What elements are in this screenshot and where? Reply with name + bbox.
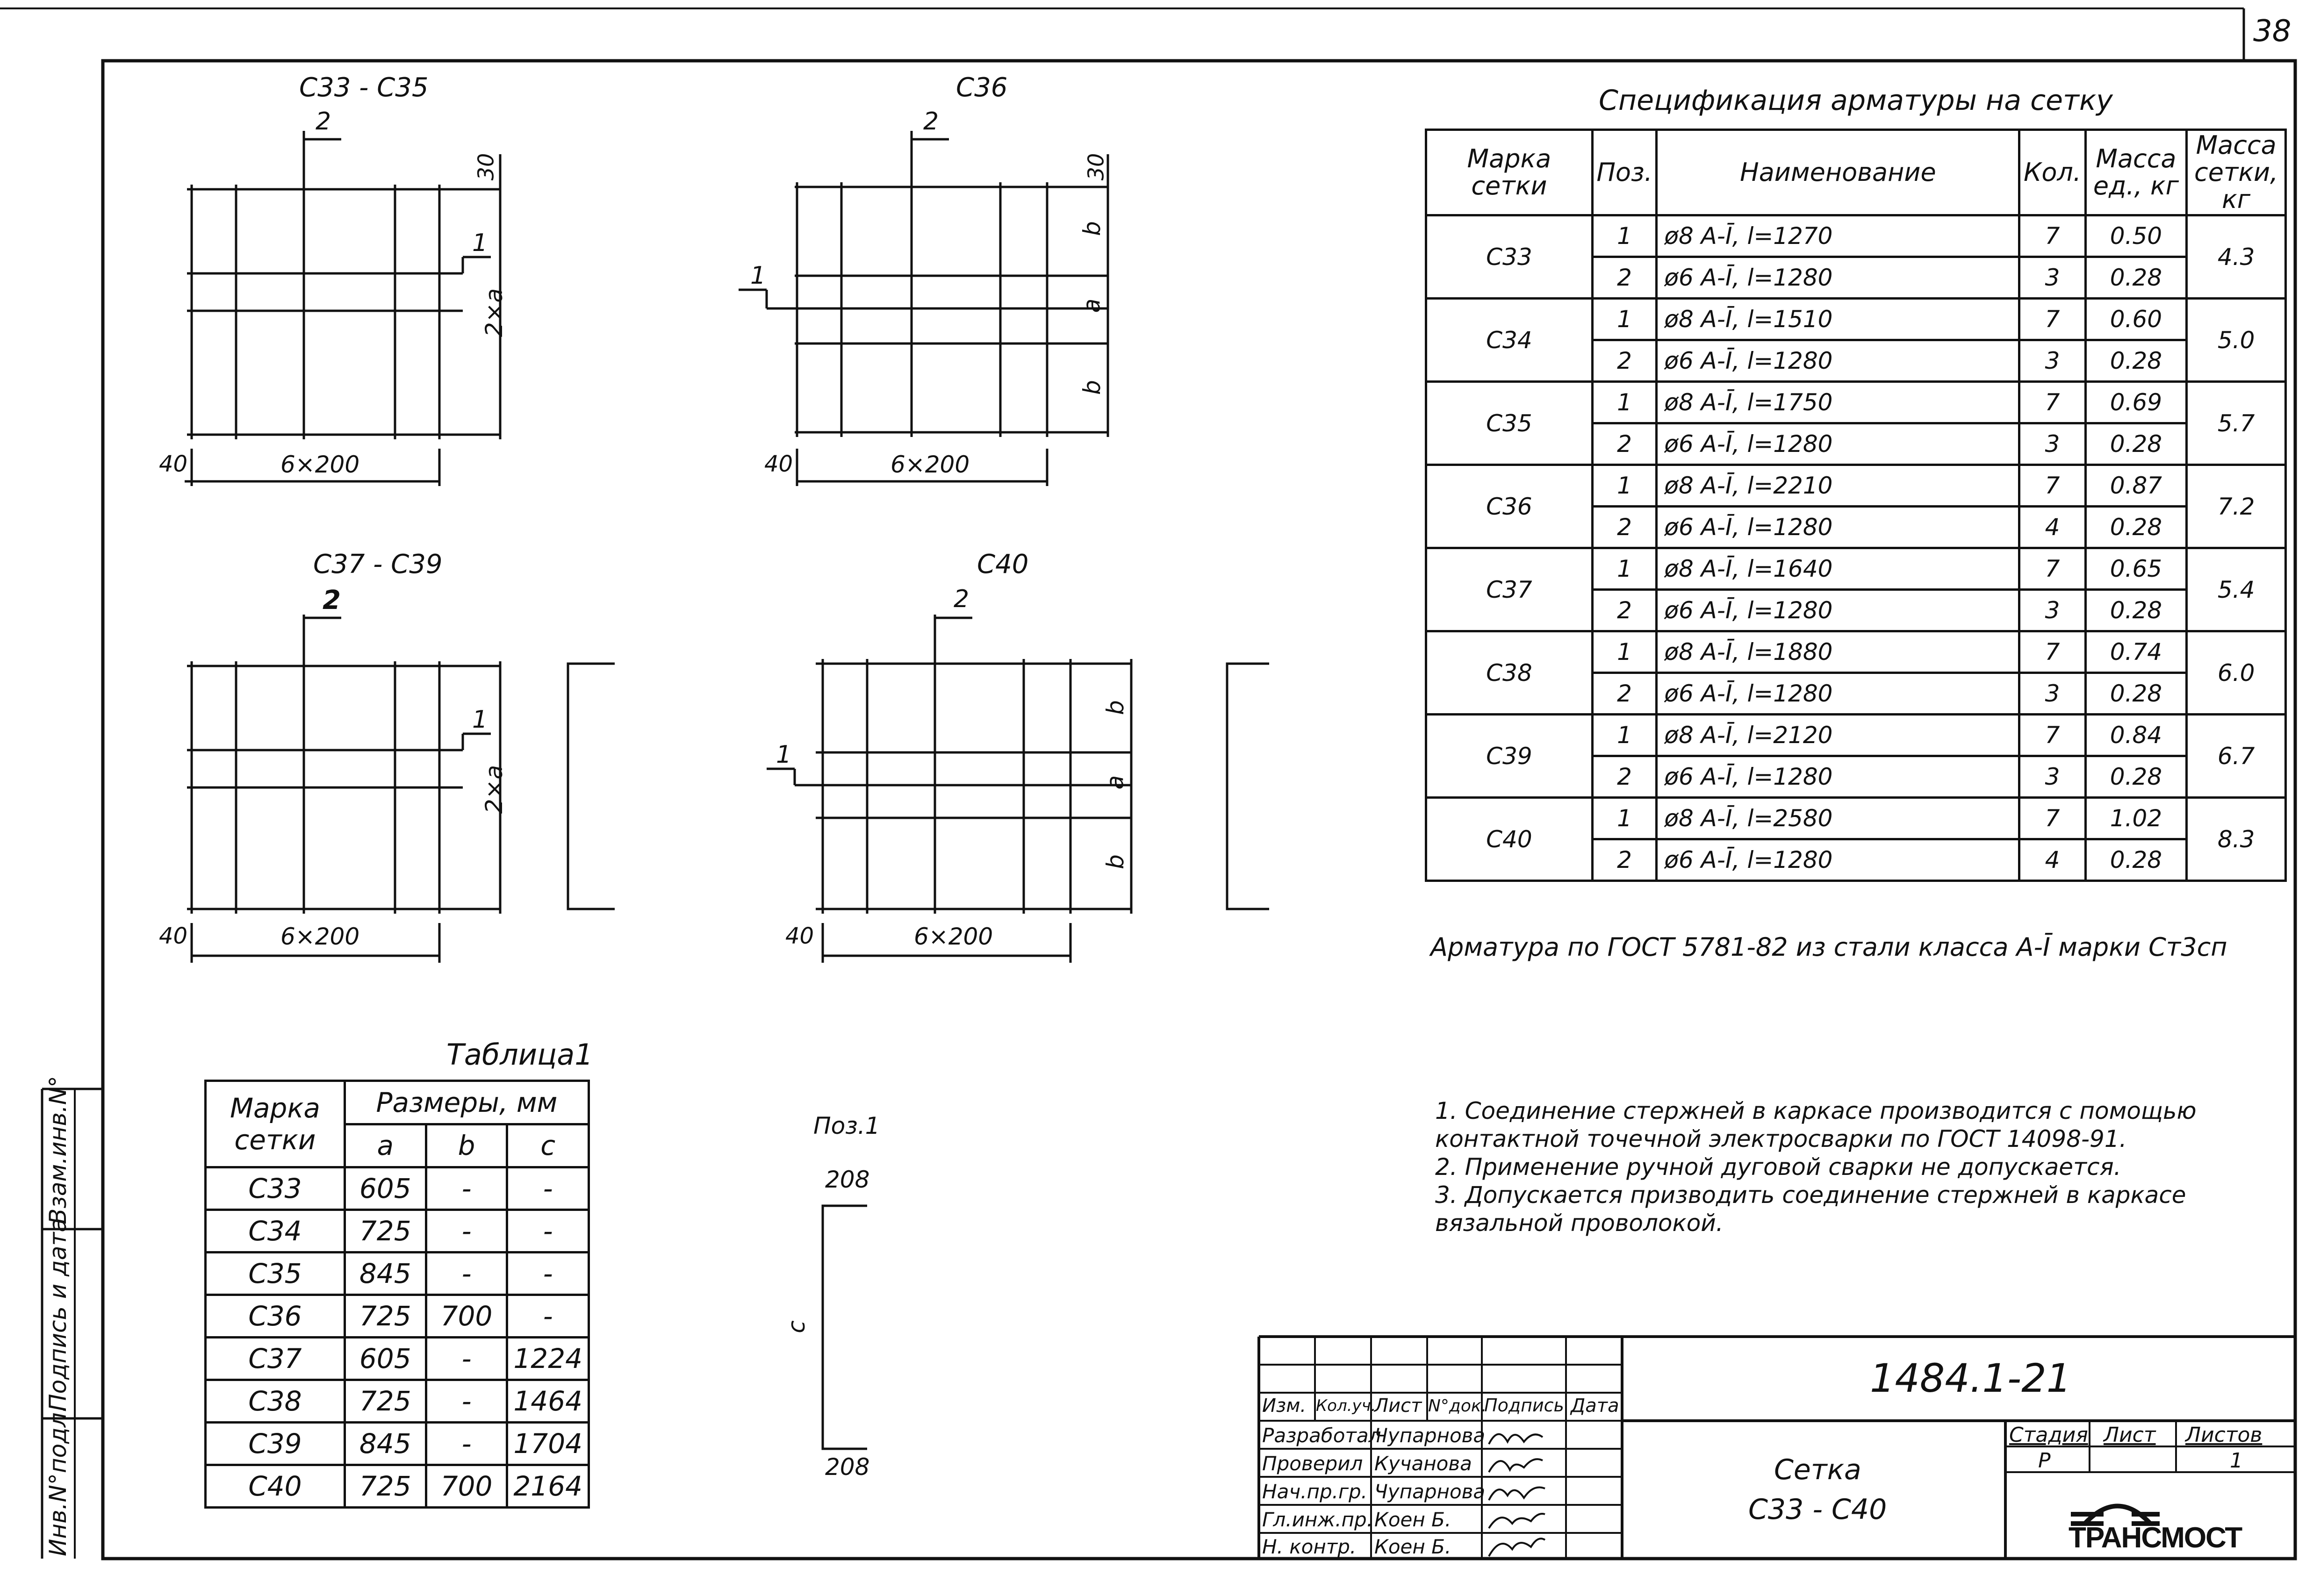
- table1-size-cell: 700: [426, 1465, 507, 1508]
- table1-mark-cell: С35: [206, 1252, 345, 1295]
- c40-dim-bottom: 6×200: [914, 923, 993, 950]
- spec-unit-mass-cell: 0.28: [2085, 756, 2187, 798]
- table1-size-cell: 725: [345, 1210, 426, 1252]
- spec-qty-cell: 4: [2019, 507, 2085, 548]
- spec-name-cell: ø8 A-Ī, l=2120: [1657, 715, 2019, 756]
- c40-title: С40: [977, 549, 1029, 580]
- spec-unit-mass-cell: 0.28: [2085, 340, 2187, 382]
- table1-size-cell: -: [426, 1252, 507, 1295]
- pos1-title: Поз.1: [813, 1112, 880, 1139]
- tb-role-3: Нач.пр.гр.: [1262, 1480, 1368, 1503]
- spec-name-cell: ø6 A-Ī, l=1280: [1657, 839, 2019, 881]
- tb-sheets-label: Листов: [2185, 1423, 2263, 1447]
- spec-unit-mass-cell: 0.28: [2085, 590, 2187, 631]
- spec-qty-cell: 7: [2019, 465, 2085, 507]
- table1-col-b: b: [426, 1124, 507, 1167]
- pos1-dim-side: c: [783, 1320, 810, 1333]
- table1-mark-cell: С39: [206, 1423, 345, 1465]
- table1-col-c: c: [507, 1124, 589, 1167]
- table1-size-cell: 2164: [507, 1465, 589, 1508]
- c40-pos1: 1: [776, 741, 792, 769]
- spec-unit-mass-cell: 0.50: [2085, 215, 2187, 257]
- tb-role-1: Разработал: [1262, 1424, 1381, 1447]
- c33-c35-dim-bottom: 6×200: [280, 451, 360, 478]
- spec-pos-cell: 2: [1592, 590, 1657, 631]
- note-line-1: 1. Соединение стержней в каркасе производится с помощью: [1435, 1097, 2197, 1124]
- spec-header-qty: Кол.: [2019, 130, 2085, 215]
- spec-unit-mass-cell: 0.28: [2085, 839, 2187, 881]
- spec-note: Арматура по ГОСТ 5781-82 из стали класса A-Ī марки Ст3сп: [1430, 932, 2227, 962]
- tb-name-4: Коен Б.: [1374, 1508, 1451, 1531]
- side-stamp-inv-podl: Инв.N°подл.: [44, 1405, 72, 1556]
- spec-mark-cell: С33: [1426, 215, 1593, 299]
- table1-mark-cell: С37: [206, 1338, 345, 1380]
- table1-size-cell: 1704: [507, 1423, 589, 1465]
- table1-mark-cell: С40: [206, 1465, 345, 1508]
- spec-name-cell: ø8 A-Ī, l=2210: [1657, 465, 2019, 507]
- c36-dim-b2: b: [1078, 380, 1106, 395]
- spec-unit-mass-cell: 0.28: [2085, 673, 2187, 715]
- tb-role-5: Н. контр.: [1262, 1535, 1357, 1558]
- table1-mark-cell: С38: [206, 1380, 345, 1423]
- spec-mark-cell: С38: [1426, 631, 1593, 715]
- c36-dim-b1: b: [1078, 221, 1106, 236]
- table1-header-mark: Марка сетки: [206, 1081, 345, 1167]
- tb-stage-value: Р: [2038, 1449, 2051, 1473]
- c33-c35-dim-side: 2×a: [481, 288, 508, 337]
- c37-c39-pos2: 2: [323, 585, 341, 615]
- spec-title: Спецификация арматуры на сетку: [1599, 84, 2113, 117]
- table1-size-cell: 1224: [507, 1338, 589, 1380]
- tb-role-4: Гл.инж.пр.: [1262, 1508, 1373, 1531]
- spec-mark-cell: С35: [1426, 382, 1593, 465]
- spec-qty-cell: 7: [2019, 548, 2085, 590]
- spec-pos-cell: 2: [1592, 507, 1657, 548]
- spec-pos-cell: 1: [1592, 798, 1657, 839]
- c40-dim-b2: b: [1101, 854, 1129, 869]
- spec-unit-mass-cell: 0.87: [2085, 465, 2187, 507]
- tb-name-5: Коен Б.: [1374, 1535, 1451, 1558]
- table1-size-cell: 725: [345, 1295, 426, 1338]
- spec-name-cell: ø6 A-Ī, l=1280: [1657, 590, 2019, 631]
- table1-size-cell: 605: [345, 1338, 426, 1380]
- c33-c35-title: С33 - С35: [299, 72, 429, 103]
- tb-doc-name-line2: С33 - С40: [1748, 1493, 1887, 1526]
- spec-unit-mass-cell: 0.28: [2085, 507, 2187, 548]
- c36-pos2: 2: [923, 107, 939, 136]
- table1-title: Таблица1: [446, 1038, 593, 1072]
- spec-unit-mass-cell: 0.69: [2085, 382, 2187, 423]
- page-number: 38: [2253, 14, 2291, 49]
- table1-mark-cell: С34: [206, 1210, 345, 1252]
- spec-header-mark: Марка сетки: [1426, 130, 1593, 215]
- spec-qty-cell: 7: [2019, 715, 2085, 756]
- spec-total-mass-cell: 4.3: [2187, 215, 2286, 299]
- table1-size-cell: -: [426, 1423, 507, 1465]
- c40-dim-b1: b: [1101, 700, 1129, 715]
- spec-total-mass-cell: 6.7: [2187, 715, 2286, 798]
- spec-pos-cell: 2: [1592, 257, 1657, 299]
- spec-qty-cell: 7: [2019, 215, 2085, 257]
- spec-pos-cell: 2: [1592, 423, 1657, 465]
- spec-total-mass-cell: 5.4: [2187, 548, 2286, 631]
- spec-name-cell: ø8 A-Ī, l=1880: [1657, 631, 2019, 673]
- spec-mark-cell: С37: [1426, 548, 1593, 631]
- c36-dim-bottom: 6×200: [891, 451, 970, 478]
- spec-name-cell: ø6 A-Ī, l=1280: [1657, 423, 2019, 465]
- pos1-dim-top: 208: [825, 1166, 870, 1193]
- note-line-4: 3. Допускается призводить соединение стержней в каркасе: [1435, 1181, 2186, 1209]
- spec-qty-cell: 3: [2019, 340, 2085, 382]
- tb-sheet-label: Лист: [2104, 1423, 2156, 1447]
- spec-header-total-mass: Масса сетки, кг: [2187, 130, 2286, 215]
- spec-unit-mass-cell: 0.60: [2085, 299, 2187, 340]
- table1-mark-cell: С36: [206, 1295, 345, 1338]
- tb-name-2: Кучанова: [1374, 1452, 1472, 1475]
- pos1-dim-bottom: 208: [825, 1453, 870, 1481]
- table1-size-cell: -: [507, 1167, 589, 1210]
- c36-pos1: 1: [750, 262, 766, 290]
- tb-sheets-value: 1: [2230, 1449, 2243, 1473]
- c36-dim-top: 30: [1083, 153, 1109, 181]
- table1-size-cell: 725: [345, 1465, 426, 1508]
- company-name: ТРАНСМОСТ: [2069, 1522, 2242, 1554]
- table1-size-cell: -: [507, 1252, 589, 1295]
- spec-qty-cell: 3: [2019, 756, 2085, 798]
- spec-unit-mass-cell: 0.28: [2085, 257, 2187, 299]
- c40-dim-left: 40: [785, 923, 814, 949]
- tb-name-1: Чупарнова: [1374, 1424, 1486, 1447]
- table1-size-cell: 605: [345, 1167, 426, 1210]
- c36-dim-a: a: [1078, 298, 1106, 313]
- spec-qty-cell: 7: [2019, 382, 2085, 423]
- c40-dim-a: a: [1101, 775, 1129, 790]
- spec-qty-cell: 3: [2019, 590, 2085, 631]
- spec-header-name: Наименование: [1657, 130, 2019, 215]
- spec-pos-cell: 2: [1592, 839, 1657, 881]
- table1-header-sizes: Размеры, мм: [345, 1081, 589, 1124]
- tb-doc-name-line1: Сетка: [1774, 1453, 1861, 1486]
- spec-name-cell: ø8 A-Ī, l=1750: [1657, 382, 2019, 423]
- tb-header-list: Лист: [1374, 1395, 1422, 1417]
- spec-name-cell: ø8 A-Ī, l=2580: [1657, 798, 2019, 839]
- tb-header-data: Дата: [1571, 1395, 1619, 1417]
- table1-size-cell: -: [426, 1380, 507, 1423]
- spec-pos-cell: 2: [1592, 756, 1657, 798]
- spec-pos-cell: 1: [1592, 465, 1657, 507]
- c33-c35-dim-top: 30: [473, 153, 499, 181]
- spec-header-pos: Поз.: [1592, 130, 1657, 215]
- spec-header-unit-mass: Масса ед., кг: [2085, 130, 2187, 215]
- spec-qty-cell: 4: [2019, 839, 2085, 881]
- table1-col-a: a: [345, 1124, 426, 1167]
- spec-name-cell: ø8 A-Ī, l=1270: [1657, 215, 2019, 257]
- spec-name-cell: ø6 A-Ī, l=1280: [1657, 507, 2019, 548]
- c36-title: С36: [956, 72, 1008, 103]
- note-line-5: вязальной проволокой.: [1435, 1210, 1724, 1237]
- spec-unit-mass-cell: 0.65: [2085, 548, 2187, 590]
- note-line-2: контактной точечной электросварки по ГОСТ 14098-91.: [1435, 1125, 2127, 1152]
- table1-size-cell: -: [426, 1210, 507, 1252]
- tb-role-2: Проверил: [1262, 1452, 1363, 1475]
- spec-name-cell: ø6 A-Ī, l=1280: [1657, 673, 2019, 715]
- table1-size-cell: 1464: [507, 1380, 589, 1423]
- tb-header-ndoc: N°док.: [1428, 1396, 1487, 1416]
- table1-size-cell: 700: [426, 1295, 507, 1338]
- spec-qty-cell: 3: [2019, 673, 2085, 715]
- table1-size-cell: -: [426, 1338, 507, 1380]
- spec-qty-cell: 7: [2019, 631, 2085, 673]
- spec-pos-cell: 1: [1592, 548, 1657, 590]
- c33-c35-pos2: 2: [316, 107, 331, 136]
- table1-size-cell: 845: [345, 1252, 426, 1295]
- spec-name-cell: ø6 A-Ī, l=1280: [1657, 756, 2019, 798]
- note-line-3: 2. Применение ручной дуговой сварки не допускается.: [1435, 1153, 2121, 1181]
- side-stamp-podpis-data: Подпись и дата: [44, 1217, 72, 1411]
- spec-mark-cell: С40: [1426, 798, 1593, 881]
- spec-pos-cell: 1: [1592, 382, 1657, 423]
- spec-name-cell: ø8 A-Ī, l=1640: [1657, 548, 2019, 590]
- spec-mark-cell: С34: [1426, 299, 1593, 382]
- c33-c35-dim-left: 40: [159, 451, 188, 477]
- side-stamp-vzam-inv: Взам.инв.N°: [44, 1075, 72, 1224]
- tb-name-3: Чупарнова: [1374, 1480, 1486, 1503]
- spec-pos-cell: 1: [1592, 715, 1657, 756]
- tb-stage-label: Стадия: [2009, 1423, 2088, 1447]
- spec-total-mass-cell: 5.0: [2187, 299, 2286, 382]
- table1-size-cell: 845: [345, 1423, 426, 1465]
- c37-c39-dim-bottom: 6×200: [280, 923, 360, 950]
- spec-pos-cell: 1: [1592, 215, 1657, 257]
- table1-mark-cell: С33: [206, 1167, 345, 1210]
- table1-size-cell: 725: [345, 1380, 426, 1423]
- spec-name-cell: ø6 A-Ī, l=1280: [1657, 340, 2019, 382]
- tb-header-podpis: Подпись: [1484, 1395, 1564, 1416]
- spec-qty-cell: 3: [2019, 257, 2085, 299]
- c33-c35-pos1: 1: [472, 229, 488, 257]
- spec-unit-mass-cell: 0.28: [2085, 423, 2187, 465]
- c36-dim-left: 40: [764, 451, 793, 477]
- tb-header-izm: Изм.: [1262, 1395, 1307, 1417]
- tb-doc-code: 1484.1-21: [1870, 1355, 2072, 1401]
- table1-size-cell: -: [426, 1167, 507, 1210]
- c37-c39-dim-left: 40: [159, 923, 188, 949]
- spec-qty-cell: 7: [2019, 299, 2085, 340]
- spec-qty-cell: 7: [2019, 798, 2085, 839]
- spec-pos-cell: 1: [1592, 299, 1657, 340]
- c37-c39-title: С37 - С39: [313, 549, 443, 580]
- spec-total-mass-cell: 7.2: [2187, 465, 2286, 548]
- table1-size-cell: -: [507, 1295, 589, 1338]
- spec-name-cell: ø8 A-Ī, l=1510: [1657, 299, 2019, 340]
- spec-pos-cell: 2: [1592, 673, 1657, 715]
- spec-total-mass-cell: 5.7: [2187, 382, 2286, 465]
- table1-size-cell: -: [507, 1210, 589, 1252]
- spec-mark-cell: С39: [1426, 715, 1593, 798]
- spec-total-mass-cell: 6.0: [2187, 631, 2286, 715]
- spec-name-cell: ø6 A-Ī, l=1280: [1657, 257, 2019, 299]
- spec-pos-cell: 2: [1592, 340, 1657, 382]
- spec-unit-mass-cell: 0.74: [2085, 631, 2187, 673]
- spec-unit-mass-cell: 0.84: [2085, 715, 2187, 756]
- tb-header-kol: Кол.уч.: [1316, 1396, 1376, 1415]
- c40-pos2: 2: [954, 585, 970, 613]
- spec-total-mass-cell: 8.3: [2187, 798, 2286, 881]
- c37-c39-dim-side: 2×a: [481, 765, 508, 814]
- spec-qty-cell: 3: [2019, 423, 2085, 465]
- spec-pos-cell: 1: [1592, 631, 1657, 673]
- c37-c39-pos1: 1: [472, 706, 488, 734]
- spec-mark-cell: С36: [1426, 465, 1593, 548]
- spec-unit-mass-cell: 1.02: [2085, 798, 2187, 839]
